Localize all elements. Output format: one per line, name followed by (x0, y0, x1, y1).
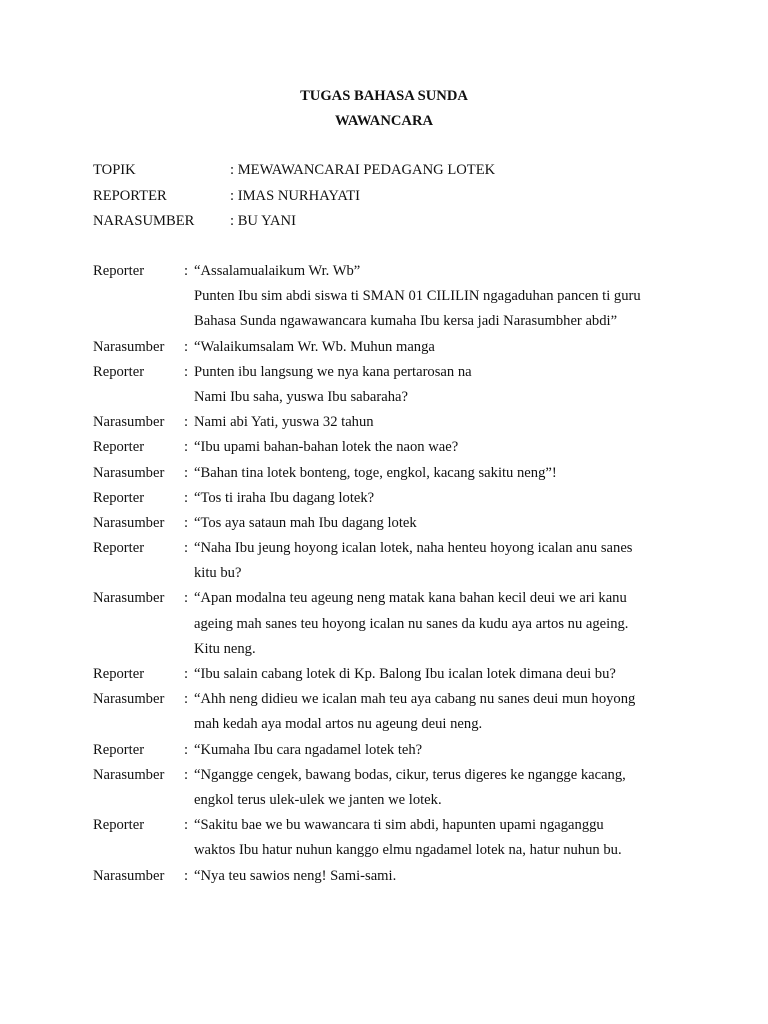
dialogue-turn (93, 868, 713, 893)
colon-separator: : (184, 439, 189, 456)
utterance (194, 465, 713, 490)
meta-value: : MEWAWANCARAI PEDAGANG LOTEK (230, 162, 496, 178)
meta-label: NARASUMBER (93, 213, 195, 229)
speaker-label: Narasumber (93, 464, 165, 481)
utterance-line: Nami Ibu saha, yuswa Ibu sabaraha? (194, 388, 408, 405)
colon-separator: : (184, 766, 189, 783)
utterance-line: “Tos ti iraha Ibu dagang lotek? (194, 489, 375, 506)
speaker-label: Narasumber (93, 590, 165, 607)
utterance (194, 263, 713, 339)
dialogue-turn (93, 817, 713, 867)
colon-separator: : (184, 514, 189, 531)
utterance-line: “Ahh neng didieu we icalan mah teu aya cabang nu sanes deui mun hoyong (194, 691, 636, 708)
speaker-label: Reporter (93, 363, 145, 380)
utterance-line: “Naha Ibu jeung hoyong icalan lotek, naha henteu hoyong icalan anu sanes (194, 540, 633, 557)
dialogue-turn (93, 490, 713, 515)
speaker-label: Reporter (93, 666, 145, 682)
speaker-label: Narasumber (93, 338, 165, 355)
utterance-line: “Sakitu bae we bu wawancara ti sim abdi, hapunten upami ngaganggu (194, 817, 604, 834)
utterance-line: “Nya teu sawios neng! Sami-sami. (194, 867, 397, 884)
utterance-line: “Walaikumsalam Wr. Wb. Muhun manga (194, 338, 435, 355)
dialogue-turn (93, 515, 713, 540)
utterance-line: “Apan modalna teu ageung neng matak kana bahan kecil deui we ari kanu (194, 590, 627, 607)
meta-value: : BU YANI (230, 213, 296, 229)
colon-separator: : (184, 691, 189, 708)
dialogue-turn (93, 439, 713, 464)
utterance (194, 339, 713, 364)
utterance (194, 666, 713, 691)
dialogue-turn (93, 767, 713, 817)
utterance-line: Punten Ibu sim abdi siswa ti SMAN 01 CILILIN ngagaduhan pancen ti guru (194, 288, 641, 305)
utterance (194, 590, 713, 666)
utterance (194, 691, 713, 741)
utterance (194, 490, 713, 515)
utterance-line: kitu bu? (194, 565, 242, 582)
dialogue-turn (93, 590, 713, 666)
speaker-label: Reporter (93, 817, 145, 834)
utterance-line: “Assalamualaikum Wr. Wb” (194, 263, 361, 279)
utterance (194, 439, 713, 464)
dialogue-turn (93, 414, 713, 439)
colon-separator: : (184, 540, 189, 557)
colon-separator: : (184, 338, 189, 355)
speaker-label: Reporter (93, 741, 145, 758)
utterance-line: waktos Ibu hatur nuhun kanggo elmu ngadamel lotek na, hatur nuhun bu. (194, 842, 622, 859)
colon-separator: : (184, 590, 189, 607)
utterance-line: mah kedah aya modal artos nu ageung deui neng. (194, 716, 483, 733)
utterance (194, 540, 713, 590)
meta-label: REPORTER (93, 187, 167, 204)
dialogue-turn (93, 465, 713, 490)
utterance-line: ageing mah sanes teu hoyong icalan nu sanes da kudu aya artos nu ageing. (194, 615, 629, 632)
utterance (194, 767, 713, 817)
dialogue-turn (93, 364, 713, 414)
dialogue-turn (93, 691, 713, 741)
colon-separator: : (184, 867, 189, 884)
dialogue-turn (93, 263, 713, 339)
utterance-line: Kitu neng. (194, 640, 256, 657)
utterance-line: “Kumaha Ibu cara ngadamel lotek teh? (194, 741, 423, 758)
utterance (194, 742, 713, 767)
meta-row (93, 188, 495, 214)
utterance-line: “Ibu salain cabang lotek di Kp. Balong Ibu icalan lotek dimana deui bu? (194, 666, 616, 682)
utterance-line: Punten ibu langsung we nya kana pertarosan na (194, 363, 472, 380)
speaker-label: Narasumber (93, 414, 165, 431)
utterance (194, 414, 713, 439)
title-line-1: TUGAS BAHASA SUNDA (300, 88, 468, 104)
speaker-label: Narasumber (93, 514, 165, 531)
meta-label: TOPIK (93, 162, 136, 178)
speaker-label: Reporter (93, 489, 145, 506)
utterance (194, 515, 713, 540)
meta-row (93, 213, 495, 239)
utterance-line: Bahasa Sunda ngawawancara kumaha Ibu kersa jadi Narasumbher abdi” (194, 313, 618, 330)
utterance-line: Nami abi Yati, yuswa 32 tahun (194, 414, 374, 431)
utterance-line: “Tos aya sataun mah Ibu dagang lotek (194, 514, 417, 531)
colon-separator: : (184, 666, 189, 682)
colon-separator: : (184, 464, 189, 481)
utterance-line: “Ngangge cengek, bawang bodas, cikur, terus digeres ke ngangge kacang, (194, 766, 626, 783)
interview-meta (93, 162, 495, 239)
speaker-label: Narasumber (93, 766, 165, 783)
interview-transcript (93, 263, 713, 893)
dialogue-turn (93, 742, 713, 767)
colon-separator: : (184, 414, 189, 431)
utterance (194, 817, 713, 867)
utterance (194, 364, 713, 414)
speaker-label: Narasumber (93, 867, 165, 884)
dialogue-turn (93, 540, 713, 590)
speaker-label: Reporter (93, 540, 145, 557)
colon-separator: : (184, 263, 189, 279)
utterance-line: “Ibu upami bahan-bahan lotek the naon wae? (194, 439, 459, 456)
utterance (194, 868, 713, 893)
meta-row (93, 162, 495, 188)
dialogue-turn (93, 339, 713, 364)
speaker-label: Reporter (93, 263, 145, 279)
title-line-2: WAWANCARA (334, 113, 434, 129)
utterance-line: engkol terus ulek-ulek we janten we lotek. (194, 791, 442, 808)
utterance-line: “Bahan tina lotek bonteng, toge, engkol, kacang sakitu neng”! (194, 464, 557, 481)
meta-value: : IMAS NURHAYATI (230, 187, 361, 204)
colon-separator: : (184, 489, 189, 506)
speaker-label: Reporter (93, 439, 145, 456)
colon-separator: : (184, 817, 189, 834)
colon-separator: : (184, 741, 189, 758)
dialogue-turn (93, 666, 713, 691)
speaker-label: Narasumber (93, 691, 165, 708)
colon-separator: : (184, 363, 189, 380)
document-title (0, 88, 768, 138)
